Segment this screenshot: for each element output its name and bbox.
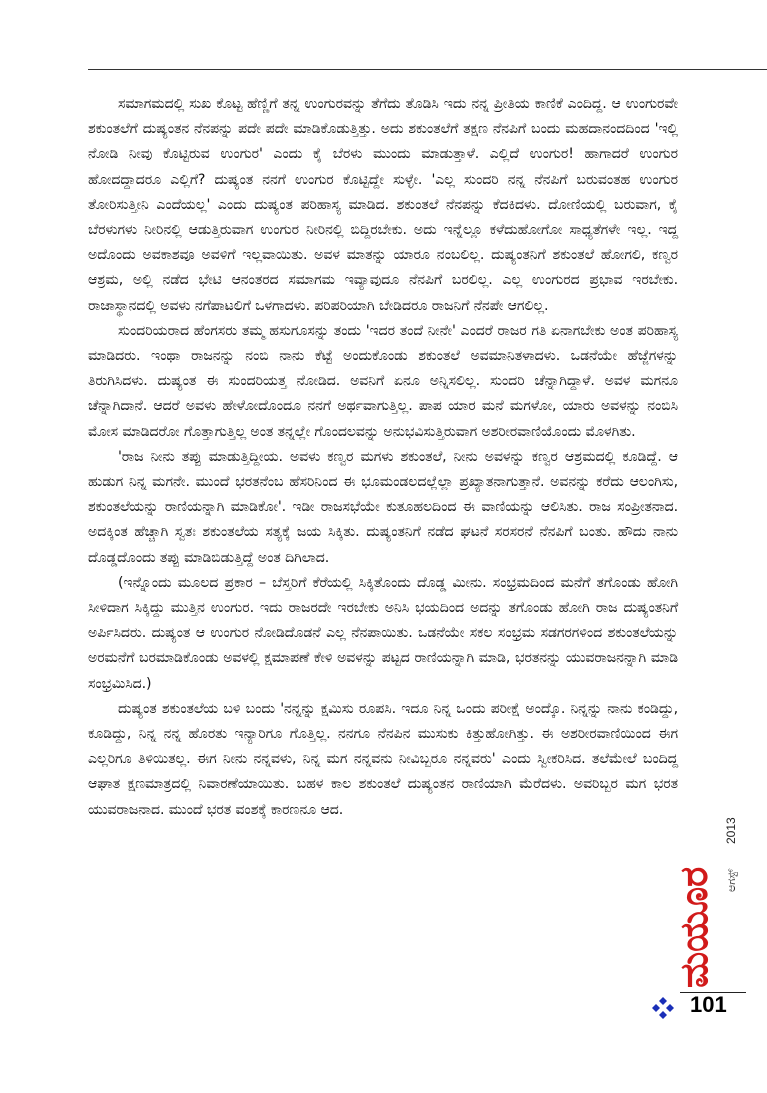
article-body xyxy=(88,92,678,823)
paragraph-2: ಸುಂದರಿಯರಾದ ಹೆಂಗಸರು ತಮ್ಮ ಹಸುಗೂಸನ್ನು ತಂದು 'ಇದರ ತಂದೆ ನೀನೇ' ಎಂದರೆ ರಾಜರ ಗತಿ ಏನಾಗಬೇಕು ಅಂತ ಪರಿಹಾಸ್ಯ ಮಾಡಿದರು. ಇಂಥಾ ರಾಜನನ್ನು ನಂಬಿ ನಾನು ಕೆಟ್ಟೆ ಅಂದುಕೊಂಡು ಶಕುಂತಲೆ ಅವಮಾನಿತಳಾದಳು. ಒಡನೆಯೇ ಹೆಜ್ಜೆಗಳನ್ನು ತಿರುಗಿಸಿದಳು. ದುಷ್ಯಂತ ಈ ಸುಂದರಿಯತ್ತ ನೋಡಿದ. ಅವನಿಗೆ ಏನೂ ಅನ್ನಿಸಲಿಲ್ಲ. ಸುಂದರಿ ಚೆನ್ನಾಗಿದ್ದಾಳೆ. ಅವಳ ಮಗನೂ ಚೆನ್ನಾಗಿದಾನೆ. ಆದರೆ ಅವಳು ಹೇಳೋದೊಂದೂ ನನಗೆ ಅರ್ಥವಾಗುತ್ತಿಲ್ಲ. ಪಾಪ ಯಾರ ಮನೆ ಮಗಳೋ, ಯಾರು ಅವಳನ್ನು ನಂಬಿಸಿ ಮೋಸ ಮಾಡಿದರೋ ಗೊತ್ತಾಗುತ್ತಿಲ್ಲ ಅಂತ ತನ್ನಲ್ಲೇ ಗೊಂದಲವನ್ನು ಅನುಭವಿಸುತ್ತಿರುವಾಗ ಅಶರೀರವಾಣಿಯೊಂದು ಮೊಳಗಿತು. xyxy=(88,322,678,440)
paragraph-5: ದುಷ್ಯಂತ ಶಕುಂತಲೆಯ ಬಳಿ ಬಂದು 'ನನ್ನನ್ನು ಕ್ಷಮಿಸು ರೂಪಸಿ. ಇದೂ ನಿನ್ನ ಒಂದು ಪರೀಕ್ಷೆ ಅಂದ್ಕೊ. ನಿನ್ನನ್ನು ನಾನು ಕಂಡಿದ್ದು, ಕೂಡಿದ್ದು, ನಿನ್ನ ನನ್ನ ಹೊರತು ಇನ್ಯಾರಿಗೂ ಗೊತ್ತಿಲ್ಲ. ನನಗೂ ನೆನಪಿನ ಮುಸುಕು ಕಿತ್ತುಹೋಗಿತ್ತು. ಈ ಅಶರೀರವಾಣಿಯಿಂದ ಈಗ ಎಲ್ಲರಿಗೂ ತಿಳಿಯಿತಲ್ಲ. ಈಗ ನೀನು ನನ್ನವಳು, ನಿನ್ನ ಮಗ ನನ್ನವನು ನೀವಿಬ್ಬರೂ ನನ್ನವರು' ಎಂದು ಸ್ವೀಕರಿಸಿದ. ತಲೆಮೇಲೆ ಬಂದಿದ್ದ ಆಘಾತ ಕ್ಷಣಮಾತ್ರದಲ್ಲಿ ನಿವಾರಣೆಯಾಯಿತು. ಬಹಳ ಕಾಲ ಶಕುಂತಲೆ ದುಷ್ಯಂತನ ರಾಣಿಯಾಗಿ ಮೆರೆದಳು. ಅವರಿಬ್ಬರ ಮಗ ಭರತ ಯುವರಾಜನಾದ. ಮುಂದೆ ಭರತ ವಂಶಕ್ಕೆ ಕಾರಣನೂ ಆದ. xyxy=(88,700,678,818)
masthead-strip xyxy=(672,800,743,990)
page-number: 101 xyxy=(690,992,727,1017)
masthead-logo: ಮಯೂರ xyxy=(672,866,716,988)
header-rule xyxy=(88,69,767,70)
issue-year: 2013 xyxy=(724,817,738,844)
paragraph-3: 'ರಾಜ ನೀನು ತಪ್ಪು ಮಾಡುತ್ತಿದ್ದೀಯ. ಅವಳು ಕಣ್ವರ ಮಗಳು ಶಕುಂತಲೆ, ನೀನು ಅವಳನ್ನು ಕಣ್ವರ ಆಶ್ರಮದಲ್ಲಿ ಕೂಡಿದ್ದೆ. ಆ ಹುಡುಗ ನಿನ್ನ ಮಗನೇ. ಮುಂದೆ ಭರತನೆಂಬ ಹೆಸರಿನಿಂದ ಈ ಭೂಮಂಡಲದಲ್ಲೆಲ್ಲಾ ಪ್ರಖ್ಯಾತನಾಗುತ್ತಾನೆ. ಅವನನ್ನು ಕರೆದು ಆಲಂಗಿಸು, ಶಕುಂತಲೆಯನ್ನು ರಾಣಿಯನ್ನಾಗಿ ಮಾಡಿಕೋ'. ಇಡೀ ರಾಜಸಭೆಯೇ ಕುತೂಹಲದಿಂದ ಈ ವಾಣಿಯನ್ನು ಆಲಿಸಿತು. ರಾಜ ಸಂಪ್ರೀತನಾದ. ಅದಕ್ಕಿಂತ ಹೆಚ್ಚಾಗಿ ಸ್ವತಃ ಶಕುಂತಲೆಯ ಸತ್ಯಕ್ಕೆ ಜಯ ಸಿಕ್ಕಿತು. ದುಷ್ಯಂತನಿಗೆ ನಡೆದ ಘಟನೆ ಸರಸರನೆ ನೆನಪಿಗೆ ಬಂತು. ಹೌದು ನಾನು ದೊಡ್ಡದೊಂದು ತಪ್ಪು ಮಾಡಿಬಿಡುತ್ತಿದ್ದೆ ಅಂತ ದಿಗಿಲಾದ. xyxy=(88,448,678,566)
issue-month: ಆಗಸ್ಟ್ xyxy=(725,868,738,892)
paragraph-4: (ಇನ್ನೊಂದು ಮೂಲದ ಪ್ರಕಾರ – ಬೆಸ್ತರಿಗೆ ಕೆರೆಯಲ್ಲಿ ಸಿಕ್ಕಿತೊಂದು ದೊಡ್ಡ ಮೀನು. ಸಂಭ್ರಮದಿಂದ ಮನೆಗೆ ತಗೊಂಡು ಹೋಗಿ ಸೀಳಿದಾಗ ಸಿಕ್ಕಿದ್ದು ಮುತ್ತಿನ ಉಂಗುರ. ಇದು ರಾಜರದೇ ಇರಬೇಕು ಅನಿಸಿ ಭಯದಿಂದ ಅದನ್ನು ತಗೊಂಡು ಹೋಗಿ ರಾಜ ದುಷ್ಯಂತನಿಗೆ ಅರ್ಪಿಸಿದರು. ದುಷ್ಯಂತ ಆ ಉಂಗುರ ನೋಡಿದೊಡನೆ ಎಲ್ಲ ನೆನಪಾಯಿತು. ಒಡನೆಯೇ ಸಕಲ ಸಂಭ್ರಮ ಸಡಗರಗಳಿಂದ ಶಕುಂತಲೆಯನ್ನು ಅರಮನೆಗೆ ಬರಮಾಡಿಕೊಂಡು ಅವಳಲ್ಲಿ ಕ್ಷಮಾಪಣೆ ಕೇಳಿ ಅವಳನ್ನು ಪಟ್ಟದ ರಾಣಿಯನ್ನಾಗಿ ಮಾಡಿ, ಭರತನನ್ನು ಯುವರಾಜನನ್ನಾಗಿ ಮಾಡಿ ಸಂಭ್ರಮಿಸಿದ.) xyxy=(88,574,678,692)
paragraph-1: ಸಮಾಗಮದಲ್ಲಿ ಸುಖ ಕೊಟ್ಟ ಹೆಣ್ಣಿಗೆ ತನ್ನ ಉಂಗುರವನ್ನು ತೆಗೆದು ತೊಡಿಸಿ ಇದು ನನ್ನ ಪ್ರೀತಿಯ ಕಾಣಿಕೆ ಎಂದಿದ್ದ. ಆ ಉಂಗುರವೇ ಶಕುಂತಲೆಗೆ ದುಷ್ಯಂತನ ನೆನಪನ್ನು ಪದೇ ಪದೇ ಮಾಡಿಕೊಡುತ್ತಿತ್ತು. ಅದು ಶಕುಂತಲೆಗೆ ತಕ್ಷಣ ನೆನಪಿಗೆ ಬಂದು ಮಹದಾನಂದದಿಂದ 'ಇಲ್ಲಿ ನೋಡಿ ನೀವು ಕೊಟ್ಟಿರುವ ಉಂಗುರ' ಎಂದು ಕೈ ಬೆರಳು ಮುಂದು ಮಾಡುತ್ತಾಳೆ. ಎಲ್ಲಿದೆ ಉಂಗುರ! ಹಾಗಾದರೆ ಉಂಗುರ ಹೋದದ್ದಾದರೂ ಎಲ್ಲಿಗೆ? ದುಷ್ಯಂತ ನನಗೆ ಉಂಗುರ ಕೊಟ್ಟಿದ್ದೇ ಸುಳ್ಳೇ. 'ಎಲ್ಲ ಸುಂದರಿ ನನ್ನ ನೆನಪಿಗೆ ಬರುವಂತಹ ಉಂಗುರ ತೋರಿಸುತ್ತೀನಿ ಎಂದೆಯಲ್ಲ' ಎಂದು ದುಷ್ಯಂತ ಪರಿಹಾಸ್ಯ ಮಾಡಿದ. ಶಕುಂತಲೆ ನೆನಪನ್ನು ಕೆದಕಿದಳು. ದೋಣಿಯಲ್ಲಿ ಬರುವಾಗ, ಕೈ ಬೆರಳುಗಳು ನೀರಿನಲ್ಲಿ ಆಡುತ್ತಿರುವಾಗ ಉಂಗುರ ನೀರಿನಲ್ಲಿ ಬಿದ್ದಿರಬೇಕು. ಅದು ಇನ್ನೆಲ್ಲೂ ಕಳೆದುಹೋಗೋ ಸಾಧ್ಯತೆಗಳೇ ಇಲ್ಲ. ಇದ್ದ ಅದೊಂದು ಅವಕಾಶವೂ ಅವಳಿಗೆ ಇಲ್ಲವಾಯಿತು. ಅವಳ ಮಾತನ್ನು ಯಾರೂ ನಂಬಲಿಲ್ಲ. ದುಷ್ಯಂತನಿಗೆ ಶಕುಂತಲೆ ಹೋಗಲಿ, ಕಣ್ವರ ಆಶ್ರಮ, ಅಲ್ಲಿ ನಡೆದ ಭೇಟಿ ಆನಂತರದ ಸಮಾಗಮ ಇವ್ಯಾವುದೂ ನೆನಪಿಗೆ ಬರಲಿಲ್ಲ. ಎಲ್ಲ ಉಂಗುರದ ಪ್ರಭಾವ ಇರಬೇಕು. ರಾಜಾಸ್ಥಾನದಲ್ಲಿ ಅವಳು ನಗೆಪಾಟಲಿಗೆ ಒಳಗಾದಳು. ಪರಿಪರಿಯಾಗಿ ಬೇಡಿದರೂ ರಾಜನಿಗೆ ನೆನಪೇ ಆಗಲಿಲ್ಲ. xyxy=(88,96,678,314)
diamond-cluster-icon xyxy=(651,996,675,1020)
